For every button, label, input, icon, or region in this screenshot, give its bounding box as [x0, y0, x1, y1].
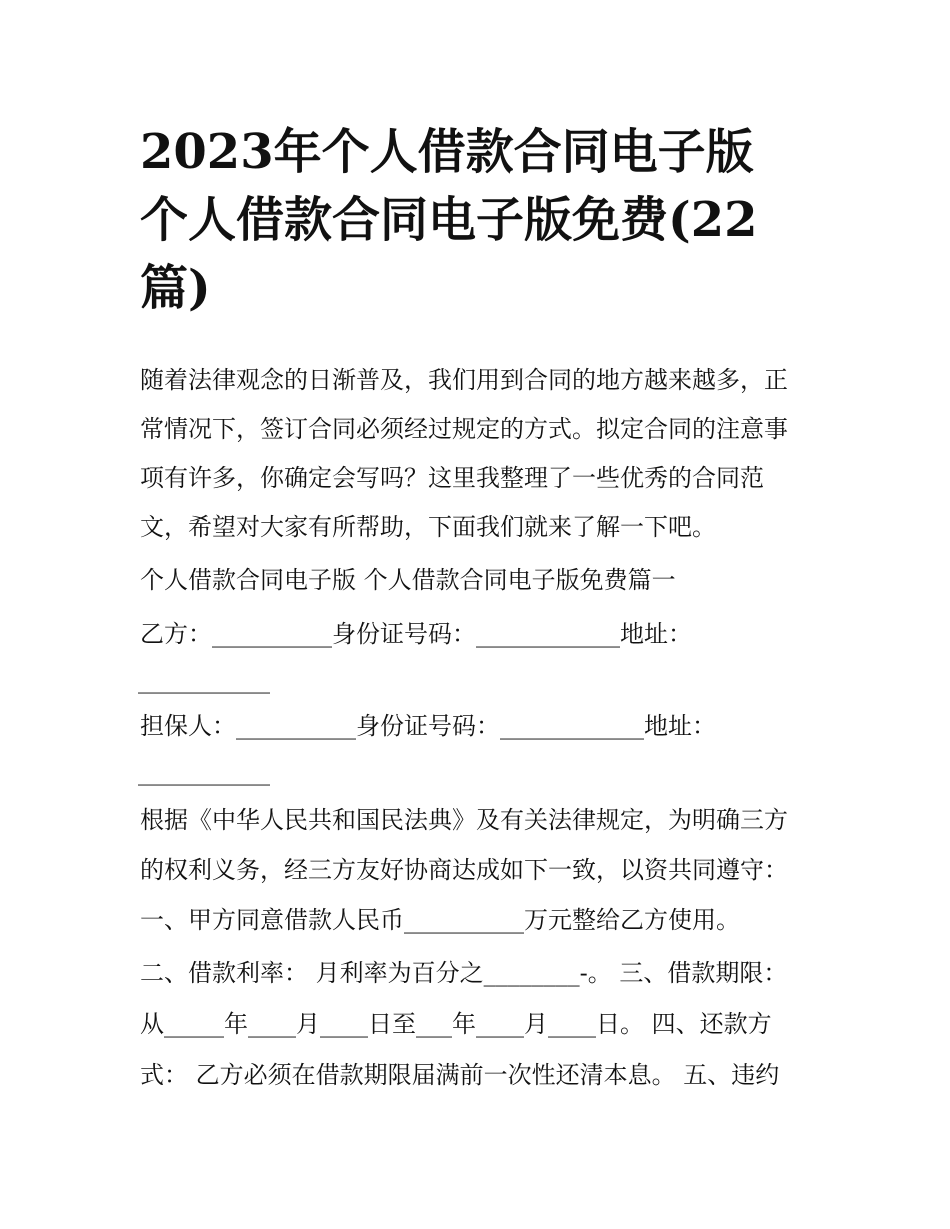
title-line-3: 篇)	[140, 260, 211, 316]
intro-line-3: 项有许多，你确定会写吗？这里我整理了一些优秀的合同范	[140, 464, 764, 492]
document-title	[140, 118, 820, 322]
title-line-1: 2023年个人借款合同电子版	[140, 124, 754, 180]
clause-1-line: 一、甲方同意借款人民币__________万元整给乙方使用。	[140, 906, 740, 934]
section-heading: 个人借款合同电子版 个人借款合同电子版免费篇一	[140, 566, 676, 594]
guarantor-line: 担保人：__________身份证号码：____________地址：	[140, 712, 716, 740]
intro-line-4: 文，希望对大家有所帮助，下面我们就来了解一下吧。	[140, 513, 716, 541]
basis-line-2: 的权利义务，经三方友好协商达成如下一致，以资共同遵守：	[140, 856, 788, 884]
clause-3-line: 从_____年____月____日至___年____月____日。 四、还款方	[140, 1010, 772, 1038]
clause-4-line: 式： 乙方必须在借款期限届满前一次性还清本息。 五、违约	[140, 1061, 780, 1089]
guarantor-address-blank: ___________	[138, 758, 270, 786]
party-b-line: 乙方：__________身份证号码：____________地址：	[140, 620, 692, 648]
intro-line-1: 随着法律观念的日渐普及，我们用到合同的地方越来越多，正	[140, 366, 788, 394]
clause-2-line: 二、借款利率： 月利率为百分之________-。 三、借款期限：	[140, 959, 788, 987]
basis-line-1: 根据《中华人民共和国民法典》及有关法律规定，为明确三方	[140, 806, 788, 834]
title-line-2: 个人借款合同电子版免费(22	[140, 192, 758, 248]
intro-line-2: 常情况下，签订合同必须经过规定的方式。拟定合同的注意事	[140, 415, 788, 443]
party-b-address-blank: ___________	[138, 666, 270, 694]
